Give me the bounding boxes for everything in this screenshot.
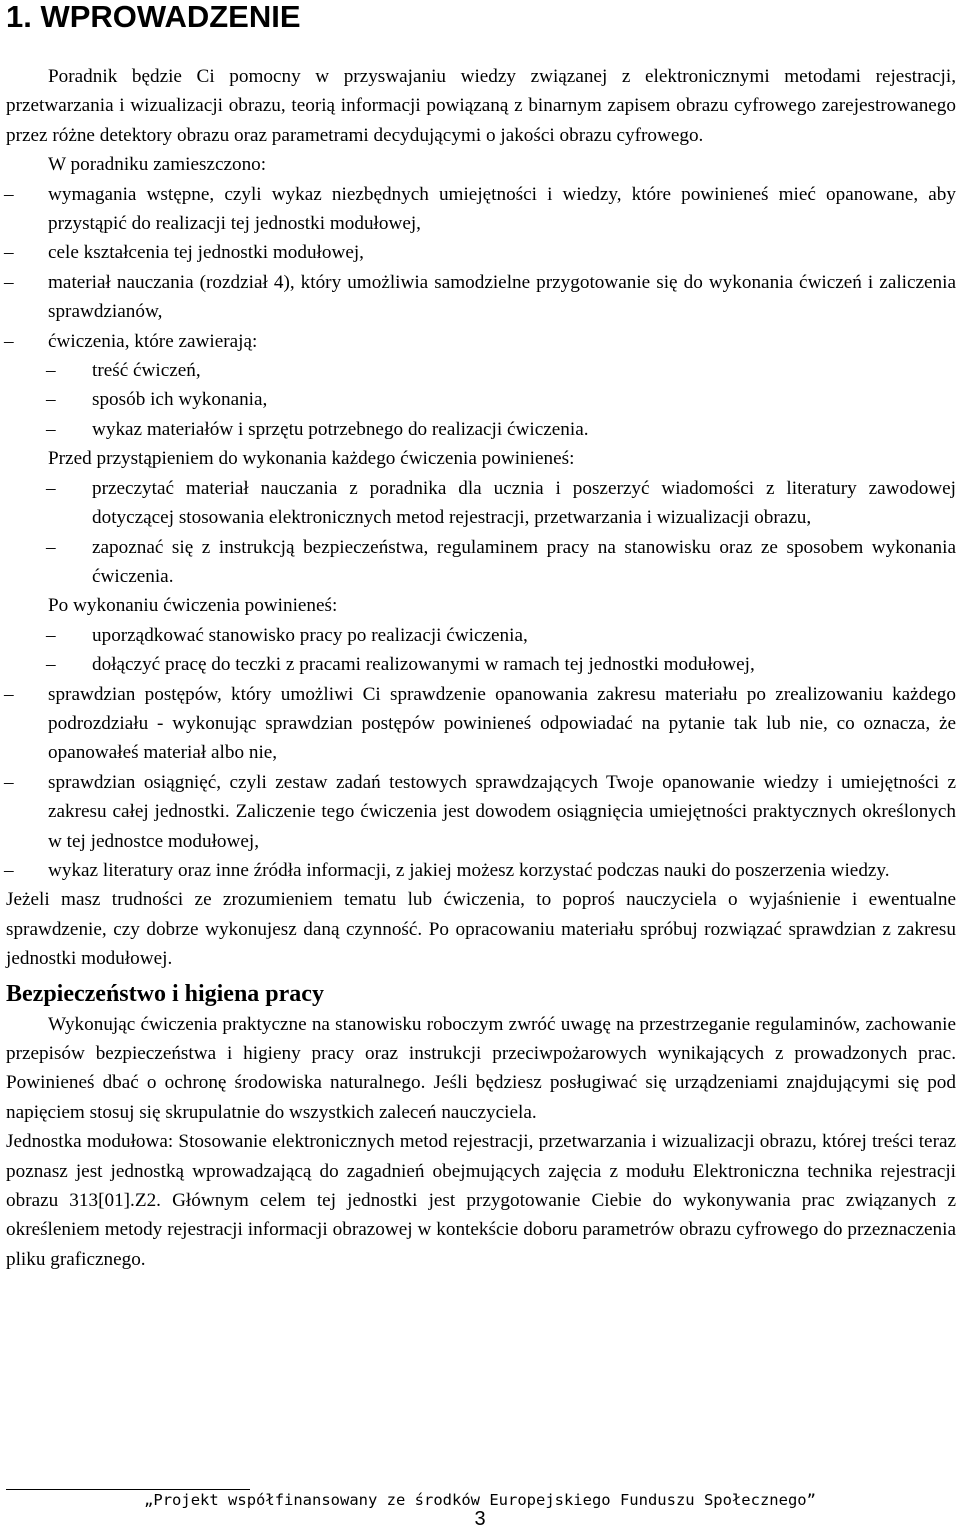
dash-bullet: – bbox=[4, 859, 14, 881]
list-item-text: cele kształcenia tej jednostki modułowej, bbox=[48, 242, 364, 264]
before-exercise-list bbox=[6, 474, 956, 592]
list-item bbox=[6, 268, 956, 327]
footer-text: „Projekt współfinansowany ze środków Europejskiego Funduszu Społecznego” bbox=[144, 1491, 816, 1509]
list-item bbox=[6, 474, 956, 533]
dash-bullet: – bbox=[46, 536, 56, 558]
list-item-text: ćwiczenia, które zawierają: bbox=[48, 330, 258, 352]
remaining-contents-list bbox=[6, 680, 956, 886]
list-item bbox=[6, 385, 956, 414]
list-item bbox=[6, 680, 956, 768]
dash-bullet: – bbox=[46, 624, 56, 646]
after-exercise-list bbox=[6, 621, 956, 680]
dash-bullet: – bbox=[46, 389, 56, 411]
list-item-text: przeczytać materiał nauczania z poradnika dla ucznia i poszerzyć wiadomości z literatury zawodowej dotyczącej stosowania elektronicznych metod rejestracji, przetwarzania i wizualizacji obrazu, bbox=[92, 477, 956, 529]
chapter-title: 1. WPROWADZENIE bbox=[6, 0, 301, 34]
page-number: 3 bbox=[474, 1508, 486, 1530]
list-item-text: sposób ich wykonania, bbox=[92, 389, 268, 411]
dash-bullet: – bbox=[46, 477, 56, 499]
list-item-text: dołączyć pracę do teczki z pracami realizowanymi w ramach tej jednostki modułowej, bbox=[92, 654, 755, 676]
list-item-text: sprawdzian postępów, który umożliwi Ci sprawdzenie opanowania zakresu materiału po zrealizowaniu każdego podrozdziału - wykonując sprawdzian postępów powinieneś odpowiadać na pytanie tak lub nie, co oznacza, że opanowałeś materiał albo nie, bbox=[48, 683, 956, 764]
intro-paragraph: Poradnik będzie Ci pomocny w przyswajaniu wiedzy związanej z elektronicznymi metodami rejestracji, przetwarzania i wizualizacji obrazu, teorią informacji powiązaną z binarnym zapisem obrazu cyfrowego zarejestrowanego przez różne detektory obrazu oraz parametrami decydującymi o jakości obrazu cyfrowego. bbox=[6, 66, 956, 146]
dash-bullet: – bbox=[46, 418, 56, 440]
dash-bullet: – bbox=[46, 360, 56, 382]
list-item bbox=[6, 180, 956, 239]
dash-bullet: – bbox=[46, 654, 56, 676]
list-item bbox=[6, 415, 956, 444]
list-item-text: zapoznać się z instrukcją bezpieczeństwa, regulaminem pracy na stanowisku oraz ze sposobem wykonania ćwiczenia. bbox=[92, 536, 956, 587]
module-paragraph: Jednostka modułowa: Stosowanie elektronicznych metod rejestracji, przetwarzania i wizualizacji obrazu, której treści teraz poznasz jest jednostką wprowadzającą do zagadnień obejmujących zajęcia z modułu Elektroniczna technika rejestracji obrazu 313[01].Z2. Głównym celem tej jednostki jest przygotowanie Ciebie do wykonywania prac związanych z określeniem metody rejestracji informacji obrazowej w kontekście doboru parametrów obrazu cyfrowego do przeznaczenia pliku graficznego. bbox=[6, 1131, 956, 1270]
list-item bbox=[6, 238, 956, 267]
dash-bullet: – bbox=[4, 271, 14, 293]
contents-lead: W poradniku zamieszczono: bbox=[48, 154, 267, 176]
dash-bullet: – bbox=[4, 330, 14, 352]
after-exercise-lead: Po wykonaniu ćwiczenia powinieneś: bbox=[48, 595, 338, 617]
list-item bbox=[6, 856, 956, 885]
difficulty-paragraph: Jeżeli masz trudności ze zrozumieniem tematu lub ćwiczenia, to poproś nauczyciela o wyjaśnienie i ewentualne sprawdzenie, czy dobrze wykonujesz daną czynność. Po opracowaniu materiału spróbuj rozwiązać sprawdzian z zakresu jednostki modułowej. bbox=[6, 889, 956, 970]
dash-bullet: – bbox=[4, 183, 14, 205]
safety-paragraph: Wykonując ćwiczenia praktyczne na stanowisku roboczym zwróć uwagę na przestrzeganie regulaminów, zachowanie przepisów bezpieczeństwa i higieny pracy oraz instrukcji przeciwpożarowych wynikających z prowadzonych prac. Powinieneś dbać o ochronę środowiska naturalnego. Jeśli będziesz posługiwać się urządzeniami znajdującymi się pod napięciem stosuj się skrupulatnie do wszystkich zaleceń nauczyciela. bbox=[6, 1013, 956, 1123]
list-item bbox=[6, 356, 956, 385]
list-item-text: sprawdzian osiągnięć, czyli zestaw zadań testowych sprawdzających Twoje opanowanie wiedzy i umiejętności z zakresu całej jednostki. Zaliczenie tego ćwiczenia jest dowodem osiągnięcia umiejętności praktycznych określonych w tej jednostce modułowej, bbox=[48, 771, 956, 852]
before-exercise-lead: Przed przystąpieniem do wykonania każdego ćwiczenia powinieneś: bbox=[48, 448, 575, 470]
list-item-text: wykaz materiałów i sprzętu potrzebnego do realizacji ćwiczenia. bbox=[92, 418, 589, 440]
dash-bullet: – bbox=[4, 683, 14, 705]
list-item bbox=[6, 327, 956, 445]
exercise-sublist bbox=[6, 356, 956, 444]
dash-bullet: – bbox=[4, 242, 14, 264]
list-item bbox=[6, 768, 956, 856]
list-item-text: wymagania wstępne, czyli wykaz niezbędnych umiejętności i wiedzy, które powinieneś mieć opanowane, aby przystąpić do realizacji tej jednostki modułowej, bbox=[48, 183, 956, 235]
dash-bullet: – bbox=[4, 771, 14, 793]
document-body bbox=[6, 62, 956, 1274]
list-item-text: treść ćwiczeń, bbox=[92, 360, 201, 382]
list-item bbox=[6, 650, 956, 679]
list-item bbox=[6, 533, 956, 592]
list-item-text: wykaz literatury oraz inne źródła informacji, z jakiej możesz korzystać podczas nauki do poszerzenia wiedzy. bbox=[48, 859, 890, 881]
contents-list bbox=[6, 180, 956, 445]
list-item bbox=[6, 621, 956, 650]
safety-heading: Bezpieczeństwo i higiena pracy bbox=[6, 980, 324, 1007]
list-item-text: uporządkować stanowisko pracy po realizacji ćwiczenia, bbox=[92, 624, 528, 646]
list-item-text: materiał nauczania (rozdział 4), który umożliwia samodzielne przygotowanie się do wykonania ćwiczeń i zaliczenia sprawdzianów, bbox=[48, 271, 956, 323]
